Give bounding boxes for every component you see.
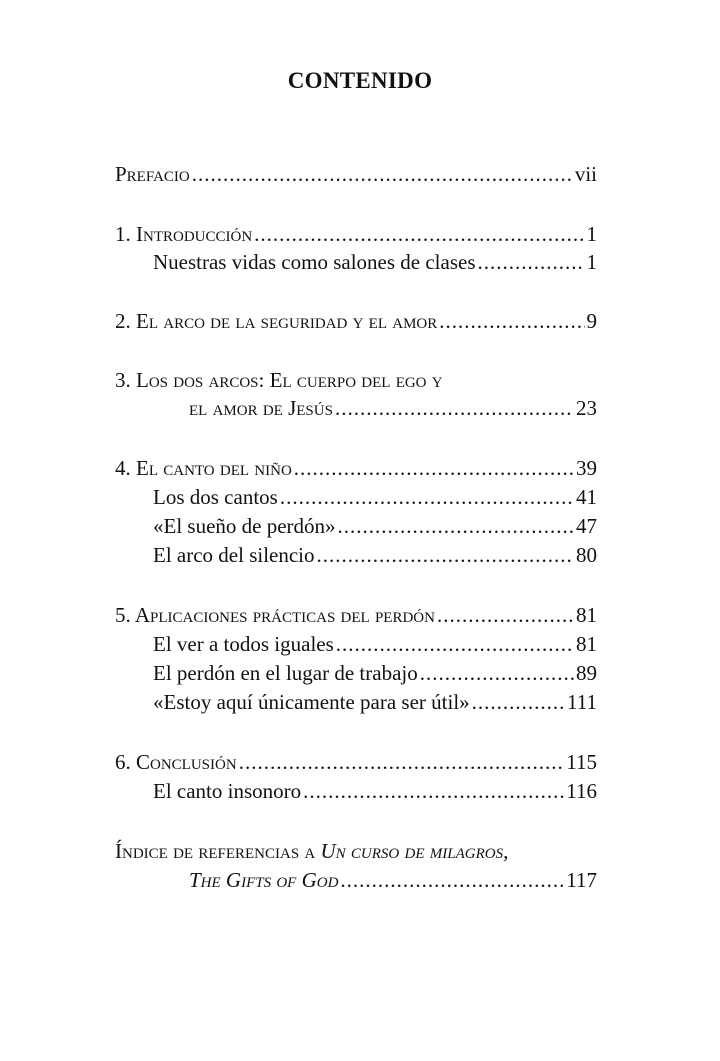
toc-entry-label: 1. Introducción (115, 222, 253, 246)
toc-entry-perdon-trabajo[interactable] (153, 659, 597, 687)
toc-page-number: 1 (586, 250, 597, 274)
toc-page-number: vii (574, 162, 597, 186)
toc-entry-label: Nuestras vidas como salones de clases (153, 250, 476, 274)
toc-entry-estoy-aqui[interactable] (153, 688, 597, 716)
toc-page-number: 23 (576, 396, 597, 420)
toc-page-number: 81 (576, 632, 597, 656)
toc-entry-label: Índice de referencias a (115, 839, 321, 863)
toc-entry-dos-cantos[interactable] (153, 483, 597, 511)
toc-entry-indice[interactable] (115, 837, 508, 865)
toc-entry-label: El ver a todos iguales (153, 632, 334, 656)
leader-dots (303, 777, 564, 805)
toc-page-number: 80 (576, 543, 597, 567)
leader-dots (472, 688, 565, 716)
toc-entry-sueno-perdon[interactable] (153, 512, 597, 540)
leader-dots (420, 659, 574, 687)
leader-dots (294, 454, 574, 482)
toc-entry-conclusion[interactable] (115, 748, 597, 776)
leader-dots (336, 630, 574, 658)
toc-entry-label: 6. Conclusión (115, 750, 237, 774)
leader-dots (335, 394, 574, 422)
leader-dots (192, 160, 573, 188)
leader-dots (254, 220, 584, 248)
toc-entry-gifts-of-god[interactable] (189, 866, 597, 894)
leader-dots (340, 866, 564, 894)
leader-dots (338, 512, 574, 540)
toc-entry-arco-silencio[interactable] (153, 541, 597, 569)
leader-dots (437, 601, 574, 629)
toc-entry-label: The Gifts of God (189, 868, 339, 892)
toc-page-number: 39 (576, 456, 597, 480)
toc-entry-canto-insonoro[interactable] (153, 777, 597, 805)
toc-page-number: 116 (566, 779, 597, 803)
leader-dots (317, 541, 574, 569)
toc-entry-label: El arco del silencio (153, 543, 315, 567)
toc-entry-label: 4. El canto del niño (115, 456, 292, 480)
leader-dots (478, 248, 585, 276)
leader-dots (239, 748, 565, 776)
toc-entry-introduccion[interactable] (115, 220, 597, 248)
toc-page-number: 41 (576, 485, 597, 509)
toc-page-number: 115 (566, 750, 597, 774)
leader-dots (439, 307, 584, 335)
toc-entry-prefacio[interactable] (115, 160, 597, 188)
toc-entry-italic-label: Un curso de milagros, (320, 839, 509, 863)
toc-entry-label: el amor de Jesús (189, 396, 333, 420)
toc-entry-label: Prefacio (115, 162, 190, 186)
toc-page-number: 1 (586, 222, 597, 246)
toc-page-number: 117 (566, 868, 597, 892)
page-title: CONTENIDO (287, 68, 433, 93)
toc-entry-label: 5. Aplicaciones prácticas del perdón (115, 603, 435, 627)
toc-page-number: 89 (576, 661, 597, 685)
toc-page-number: 47 (576, 514, 597, 538)
toc-entry-dos-arcos[interactable]: 3. Los dos arcos: El cuerpo del ego y (115, 368, 443, 392)
toc-page-number: 81 (576, 603, 597, 627)
toc-entry-label: El perdón en el lugar de trabajo (153, 661, 418, 685)
toc-entry-label: «Estoy aquí únicamente para ser útil» (153, 690, 470, 714)
toc-entry-arco-seguridad[interactable] (115, 307, 597, 335)
toc-entry-label: Los dos cantos (153, 485, 278, 509)
toc-entry-label: El canto insonoro (153, 779, 302, 803)
toc-entry-aplicaciones[interactable] (115, 601, 597, 629)
toc-entry-amor-de-jesus[interactable] (189, 394, 597, 422)
toc-entry-label: 2. El arco de la seguridad y el amor (115, 309, 438, 333)
toc-entry-ver-iguales[interactable] (153, 630, 597, 658)
toc-entry-nuestras-vidas[interactable] (153, 248, 597, 276)
leader-dots (280, 483, 574, 511)
toc-entry-label: «El sueño de perdón» (153, 514, 336, 538)
toc-page-number: 9 (586, 309, 597, 333)
toc-entry-canto-nino[interactable] (115, 454, 597, 482)
toc-page-number: 111 (567, 690, 597, 714)
